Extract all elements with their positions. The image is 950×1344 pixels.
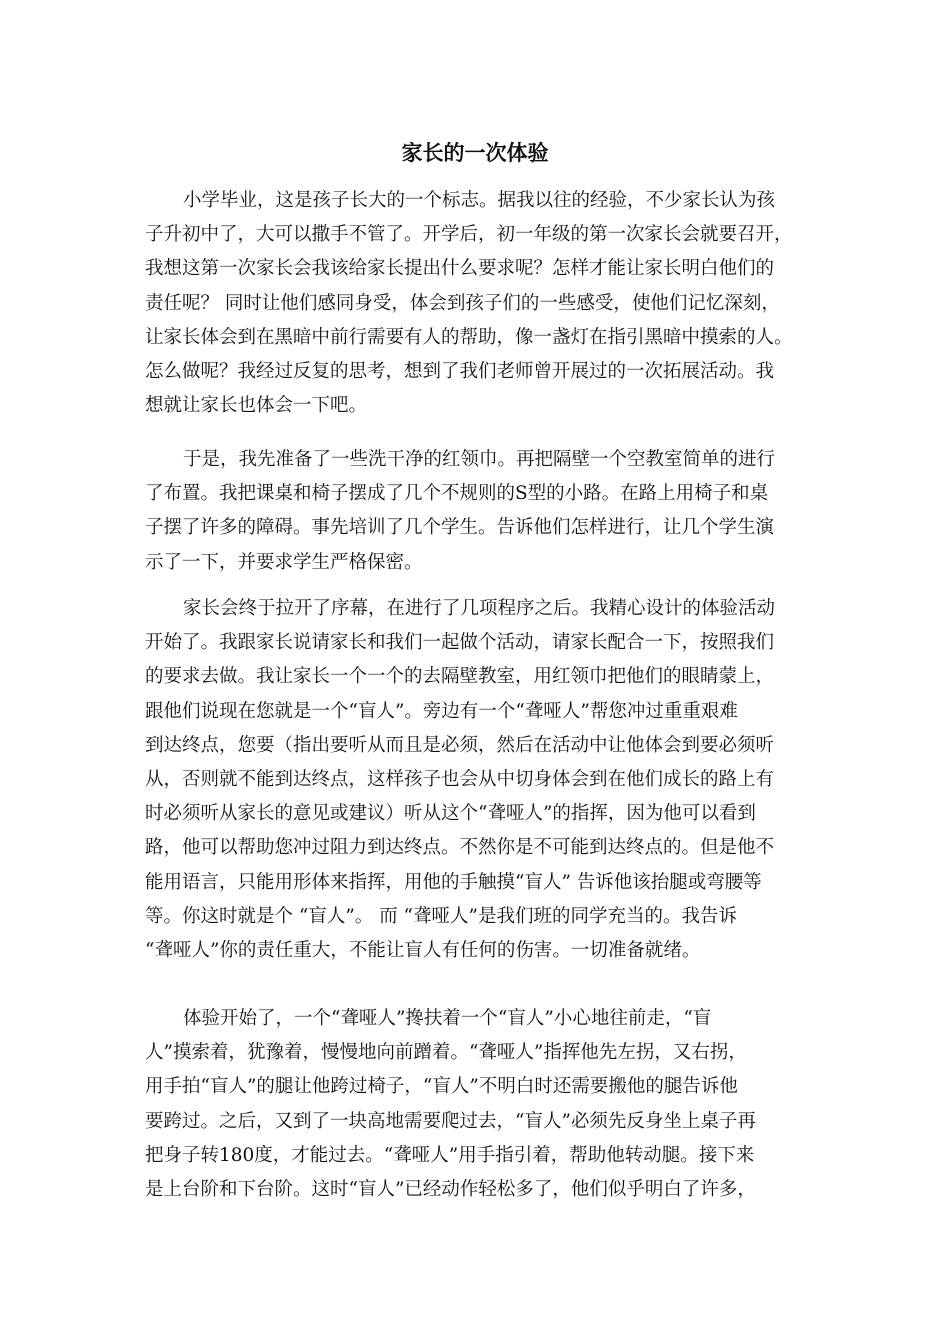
text-line: 的要求去做。我让家长一个一个的去隔壁教室，用红领巾把他们的眼睛蒙上， xyxy=(145,666,775,688)
text-line: “聋哑人”你的责任重大，不能让盲人有任何的伤害。一切准备就绪。 xyxy=(145,939,701,961)
paragraph-3 xyxy=(145,592,825,968)
text-line: 到达终点，您要（指出要听从而且是必须，然后在活动中让他体会到要必须听 xyxy=(145,734,775,756)
text-line: 等。你这时就是个 “盲人”。 而 “聋哑人”是我们班的同学充当的。我告诉 xyxy=(145,905,737,927)
text-line: 路，他可以帮助您冲过阻力到达终点。不然你是不可能到达终点的。但是他不 xyxy=(145,837,775,859)
paragraph-2 xyxy=(145,443,825,580)
text-line: 小学毕业，这是孩子长大的一个标志。据我以往的经验，不少家长认为孩 xyxy=(183,190,776,211)
text-line: 人”摸索着，犹豫着，慢慢地向前蹭着。“聋哑人”指挥他先左拐，又右拐， xyxy=(145,1042,747,1064)
text-line: 责任呢？ 同时让他们感同身受，体会到孩子们的一些感受，使他们记忆深刻， xyxy=(145,292,780,314)
text-line: 是上台阶和下台阶。这时“盲人”已经动作轻松多了，他们似乎明白了许多， xyxy=(145,1178,756,1200)
text-line: 体验开始了，一个“聋哑人”搀扶着一个“盲人”小心地往前走，“盲 xyxy=(183,1008,712,1029)
text-line: 子升初中了，大可以撒手不管了。开学后，初一年级的第一次家长会就要召开， xyxy=(145,224,793,246)
text-line: 要跨过。之后，又到了一块高地需要爬过去，“盲人”必须先反身坐上桌子再 xyxy=(145,1110,756,1132)
text-line: 子摆了许多的障碍。事先培训了几个学生。告诉他们怎样进行，让几个学生演 xyxy=(145,517,775,539)
text-line: 用手拍“盲人”的腿让他跨过椅子，“盲人”不明白时还需要搬他的腿告诉他 xyxy=(145,1076,738,1098)
document-title: 家长的一次体验 xyxy=(401,140,549,165)
text-line: 时必须听从家长的意见或建议）听从这个“聋哑人”的指挥，因为他可以看到 xyxy=(145,803,756,825)
text-line: 我想这第一次家长会我该给家长提出什么要求呢？怎样才能让家长明白他们的 xyxy=(145,258,775,280)
text-line: 开始了。我跟家长说请家长和我们一起做个活动，请家长配合一下，按照我们 xyxy=(145,632,775,654)
paragraph-1 xyxy=(145,184,825,423)
text-line: 于是，我先准备了一些洗干净的红领巾。再把隔壁一个空教室简单的进行 xyxy=(183,449,776,470)
text-line: 示了一下，并要求学生严格保密。 xyxy=(145,551,423,573)
text-line: 想就让家长也体会一下吧。 xyxy=(145,395,368,417)
paragraph-4 xyxy=(145,1002,825,1207)
text-line: 从，否则就不能到达终点，这样孩子也会从中切身体会到在他们成长的路上有 xyxy=(145,768,775,790)
text-line: 家长会终于拉开了序幕，在进行了几项程序之后。我精心设计的体验活动 xyxy=(183,598,776,619)
text-line: 能用语言，只能用形体来指挥，用他的手触摸“盲人” 告诉他该抬腿或弯腰等 xyxy=(145,871,762,893)
text-line: 跟他们说现在您就是一个“盲人”。旁边有一个“聋哑人”帮您冲过重重艰难 xyxy=(145,700,738,722)
text-line: 怎么做呢？我经过反复的思考，想到了我们老师曾开展过的一次拓展活动。我 xyxy=(145,360,775,382)
text-line: 了布置。我把课桌和椅子摆成了几个不规则的S型的小路。在路上用椅子和桌 xyxy=(145,483,769,505)
text-line: 让家长体会到在黑暗中前行需要有人的帮助，像一盏灯在指引黑暗中摸索的人。 xyxy=(145,326,793,348)
text-line: 把身子转180度，才能过去。“聋哑人”用手指引着，帮助他转动腿。接下来 xyxy=(145,1144,755,1166)
